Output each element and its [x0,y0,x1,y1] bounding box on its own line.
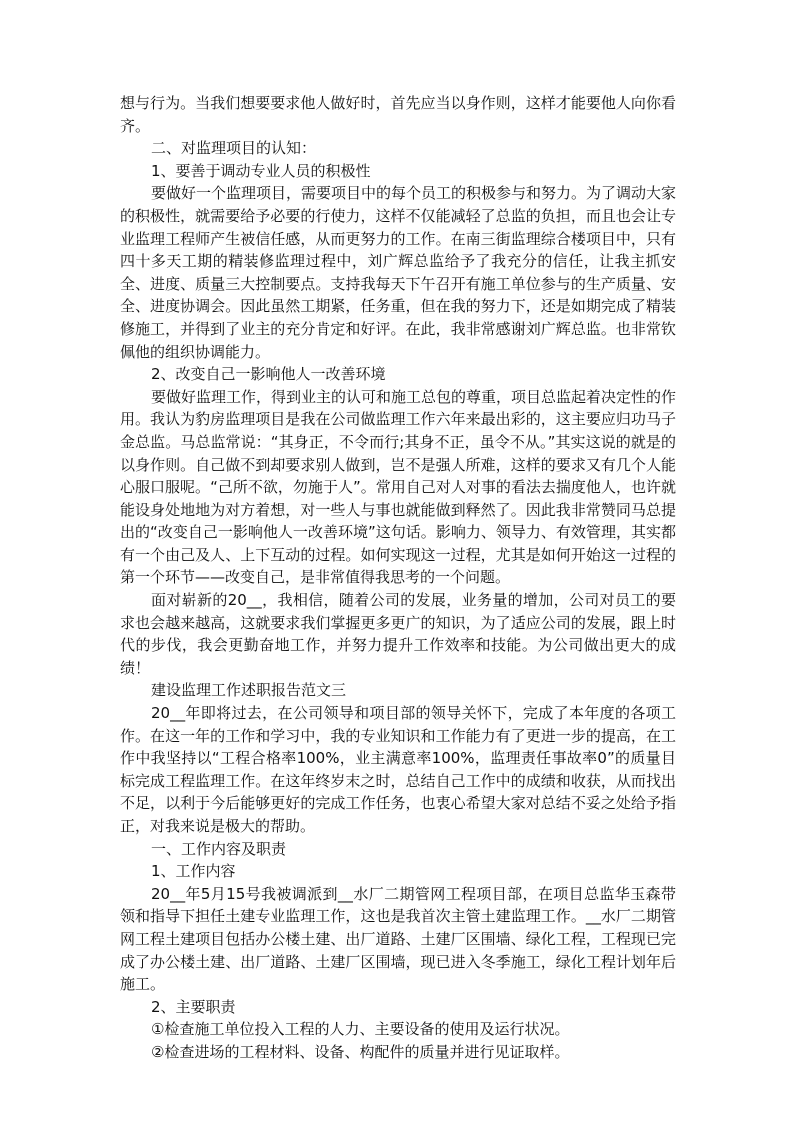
section-heading-1: 一、工作内容及职责 [151,839,287,858]
subheading-1: 1、工作内容 [151,862,236,881]
paragraph-body: 20__年5月15号我被调派到__水厂二期管网工程项目部，在项目总监华玉森带领和指导下担任土建专业监理工作，这也是我首次主管土建监理工作。__水厂二期管网工程土建项目包括办公楼土建、出厂道路、土建厂区围墙、绿化工程，工程现已完成了办公楼土建、出厂道路、土建厂区围墙，现已进入冬季施工，绿化工程计划年后施工。 [120,884,676,994]
paragraph-continuation: 想与行为。当我们想要要求他人做好时，首先应当以身作则，这样才能要他人向你看齐。 [120,94,676,135]
report-title-3: 建设监理工作述职报告范文三 [151,681,347,700]
subheading-1: 1、要善于调动专业人员的积极性 [151,161,371,180]
document-page [120,92,676,1064]
list-item: ①检查施工单位投入工程的人力、主要设备的使用及运行状况。 [151,1020,570,1039]
paragraph-body: 要做好监理工作，得到业主的认可和施工总包的尊重，项目总监起着决定性的作用。我认为豹房监理项目是我在公司做监理工作六年来最出彩的，这主要应归功马子金总监。马总监常说：“其身正，不令而行;其身不正，虽令不从。”其实这说的就是的以身作则。自己做不到却要求别人做到，岂不是强人所难，这样的要求又有几个人能心服口服呢。“己所不欲，勿施于人”。常用自己对人对事的看法去揣度他人，也许就能设身处地地为对方着想，对一些人与事也就能做到释然了。因此我非常赞同马总提出的“改变自己一影响他人一改善环境”这句话。影响力、领导力、有效管理，其实都有一个由己及人、上下互动的过程。如何实现这一过程，尤其是如何开始这一过程的第一个环节——改变自己，是非常值得我思考的一个问题。 [120,387,677,587]
subheading-2: 2、改变自己一影响他人一改善环境 [151,365,386,384]
paragraph-body: 要做好一个监理项目，需要项目中的每个员工的积极参与和努力。为了调动大家的积极性，就需要给予必要的行使力，这样不仅能减轻了总监的负担，而且也会让专业监理工程师产生被信任感，从而更努力的工作。在南三街监理综合楼项目中，只有四十多天工期的精装修监理过程中，刘广辉总监给予了我充分的信任，让我主抓安全、进度、质量三大控制要点。支持我每天下午召开有施工单位参与的生产质量、安全、进度协调会。因此虽然工期紧，任务重，但在我的努力下，还是如期完成了精装修施工，并得到了业主的充分肯定和好评。在此，我非常感谢刘广辉总监。也非常钦佩他的组织协调能力。 [120,184,677,361]
paragraph-body: 20__年即将过去，在公司领导和项目部的领导关怀下，完成了本年度的各项工作。在这一年的工作和学习中，我的专业知识和工作能力有了更进一步的提高，在工作中我坚持以“工程合格率100%，业主满意率100%，监理责任事故率0”的质量目标完成工程监理工作。在这年终岁末之时，总结自己工作中的成绩和收获，从而找出不足，以利于今后能够更好的完成工作任务，也衷心希望大家对总结不妥之处给予指正，对我来说是极大的帮助。 [120,704,676,835]
subheading-2: 2、主要职责 [151,997,236,1016]
section-heading-2: 二、对监理项目的认知： [151,139,317,158]
paragraph-body: 面对崭新的20__，我相信，随着公司的发展，业务量的增加，公司对员工的要求也会越来越高，这就要求我们掌握更多更广的知识，为了适应公司的发展，跟上时代的步伐，我会更勤奋地工作，并努力提升工作效率和技能。为公司做出更大的成绩！ [120,591,676,677]
list-item: ②检查进场的工程材料、设备、构配件的质量并进行见证取样。 [151,1042,570,1061]
